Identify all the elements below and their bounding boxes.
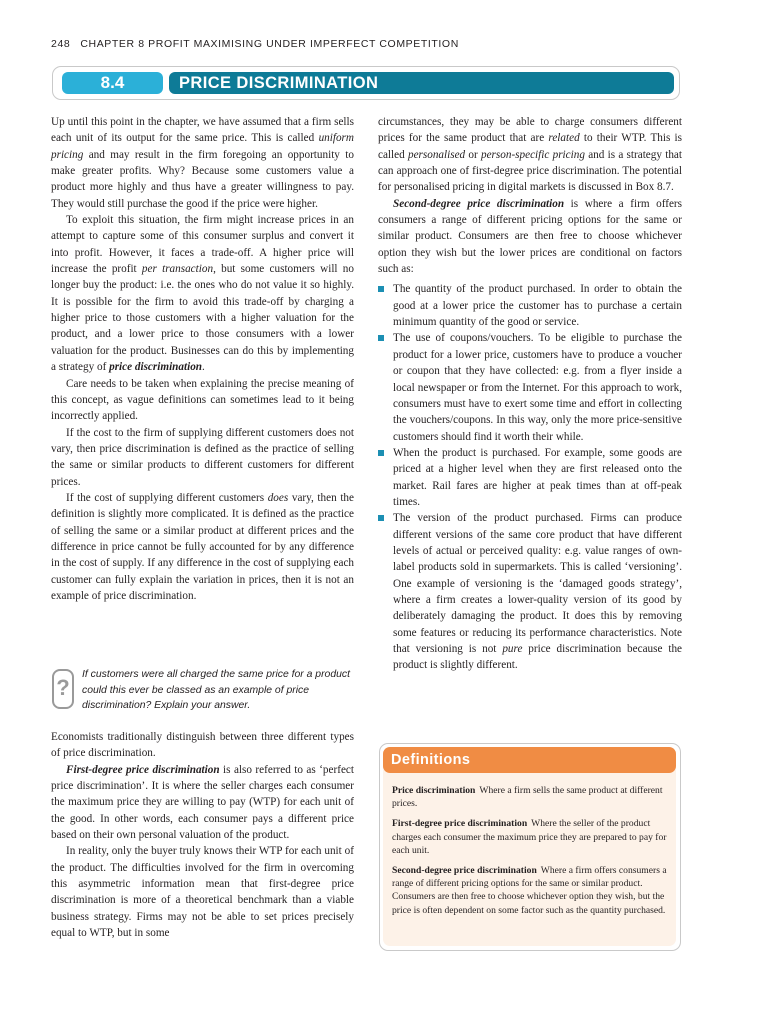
definitions-list [392, 784, 668, 924]
list-item-text: The quantity of the product purchased. In order to obtain the good at a lower price the customer has to purchase a certain minimum quantity of the good or service. [393, 283, 682, 329]
left-column-lower [51, 729, 354, 941]
list-item-text: When the product is purchased. For example, some goods are priced at a higher level when they are first released onto the market. Rail fares are higher at peak times than at off-peak times. [393, 446, 682, 508]
question-mark-icon: ? [52, 669, 74, 709]
bullet-square-icon [378, 335, 384, 341]
emphasis: does [267, 491, 289, 504]
left-column [51, 114, 354, 604]
definition-term: Price discrimination [392, 785, 476, 796]
definition [392, 817, 668, 857]
text: circumstances, they may be able to charge consumers different prices for the same product that are [378, 116, 682, 145]
paragraph: Care needs to be taken when explaining the precise meaning of this concept, as vague definitions can sometimes lead to it being incorrectly applied. [51, 377, 354, 423]
text: If the cost of supplying different customers [66, 491, 268, 504]
text: and is a strategy that can approach one of first-degree price discrimination. The potential for personalised pricing in digital markets is discussed in Box 8.7. [378, 148, 682, 194]
definitions-box [379, 743, 681, 951]
definition [392, 864, 668, 917]
bullet-square-icon [378, 450, 384, 456]
emphasis: personalised [407, 148, 466, 161]
definition-term: Second-degree price discrimination [392, 865, 537, 877]
paragraph: Economists traditionally distinguish between three different types of price discrimination. [51, 731, 354, 760]
text: or [465, 148, 481, 161]
paragraph: If the cost to the firm of supplying different customers does not vary, then price discrimination is defined as the practice of selling the same or similar products to different customers for different prices. [51, 426, 354, 488]
paragraph [51, 762, 354, 844]
page-number: 248 [51, 38, 71, 50]
paragraph: In reality, only the buyer truly knows their WTP for each unit of the product. The difficulties involved for the firm in overcoming this asymmetric information mean that first-degree price discrimination is more of a theoretical benchmark than a viable business strategy. Firms may not be able to set prices precisely equal to WTP, but in some [51, 845, 354, 940]
list-item [378, 510, 682, 673]
paragraph [378, 196, 682, 278]
emphasis: related [548, 132, 580, 145]
text: To exploit this situation, the firm might increase prices in an attempt to capture some of this consumer surplus and convert it into profit. However, it faces a trade-off. A higher price will increase the profit [51, 214, 354, 276]
definition [392, 784, 668, 810]
running-head [51, 38, 459, 50]
question-text: If customers were all charged the same price for a product could this ever be classed as an example of price discrimination? Explain your answer. [82, 669, 350, 712]
text: is where a firm offers consumers a range of different pricing options for the same or similar product. Consumers are then free to choose whichever option they wish but the lower prices are conditional on factors such as: [378, 197, 683, 276]
emphasis: per transaction [141, 263, 214, 276]
bullet-list [378, 281, 682, 673]
self-test-question [52, 667, 352, 715]
section-header [52, 66, 680, 100]
text: vary, then the definition is slightly more complicated. It is defined as the practice of selling the same or a similar product at different prices and the difference in price cannot be fully accounted for by any difference in the cost of supply. If any difference in the cost of supplying each customer can fully explain the variation in prices, then it is not an example of price discrimination. [51, 491, 354, 602]
text: to their WTP. This is called [378, 132, 682, 161]
text: . [202, 361, 205, 374]
definition-text: Where a firm sells the same product at different prices. [392, 785, 663, 810]
key-term: Second-degree price discrimination [393, 197, 565, 210]
definition-term: First-degree price discrimination [392, 818, 528, 830]
paragraph [378, 114, 682, 196]
section-title: PRICE DISCRIMINATION [169, 72, 674, 94]
chapter-title: CHAPTER 8 PROFIT MAXIMISING UNDER IMPERFECT COMPETITION [80, 38, 459, 50]
paragraph [51, 212, 354, 375]
text: , but some customers will no longer buy the product: i.e. the ones who do not value it so highly. It is possible for the firm to avoid this trade-off by charging a higher price to those customers with a higher valuation for the product, and a lower price to those consumers with a lower valuation for the product. Businesses can do this by implementing a strategy of [51, 263, 354, 374]
emphasis: pure [502, 643, 523, 655]
list-item-text: The version of the product purchased. Firms can produce different versions of the same core product that have different levels of actual or perceived quality: e.g. value ranges of own-label products sold in supermarkets. This is called ‘versioning’. One example of versioning is the ‘damaged goods strategy’, where a firm creates a lower-quality version of its good by deliberately damaging the product. It does this by removing some features or reducing its performance characteristics. Note that versioning is not [393, 512, 682, 655]
text: is also referred to as ‘perfect price discrimination’. It is where the seller charges each consumer the maximum price they are willing to pay (WTP) for each unit of the good. In other words, each consumer pays a different price based on their own personal valuation of the product. [51, 763, 354, 842]
key-term: First-degree price discrimination [66, 763, 220, 776]
list-item-text: price discrimination because the product is slightly different. [393, 643, 683, 672]
bullet-square-icon [378, 515, 384, 521]
text: and may result in the firm foregoing an opportunity to make greater profits. Why? Because some customers value a product more highly and thus have a greater willingness to pay. They would still purchase the good if the price were higher. [51, 148, 354, 210]
definition-text: Where the seller of the product charges each consumer the maximum price they are prepared to pay for each unit. [392, 818, 667, 856]
list-item [378, 445, 682, 510]
paragraph [51, 114, 354, 212]
bullet-square-icon [378, 286, 384, 292]
definition-text: Where a firm offers consumers a range of different pricing options for the same or similar product. Consumers are then free to choose whichever option they wish, but the price is often dependent on some factor such as the quantity purchased. [392, 865, 667, 916]
paragraph [51, 490, 354, 604]
list-item-text: The use of coupons/vouchers. To be eligible to purchase the product for a lower price, customers have to produce a voucher or coupon that they have collected: e.g. from a flyer inside a local newspaper or from the Internet. For this approach to work, consumers must have to exert some time and effort in collecting the vouchers/coupons. In this way, only the more price-sensitive customers should find it worth their while. [393, 332, 682, 443]
text: Up until this point in the chapter, we have assumed that a firm sells each unit of its output for the same price. This is called [51, 116, 354, 145]
list-item [378, 281, 682, 330]
emphasis: person-specific pricing [481, 148, 585, 161]
emphasis: uniform pricing [51, 132, 354, 161]
list-item [378, 330, 682, 444]
right-column [378, 114, 682, 674]
section-number: 8.4 [62, 72, 163, 94]
definitions-heading: Definitions [383, 747, 676, 773]
key-term: price discrimination [109, 361, 203, 374]
